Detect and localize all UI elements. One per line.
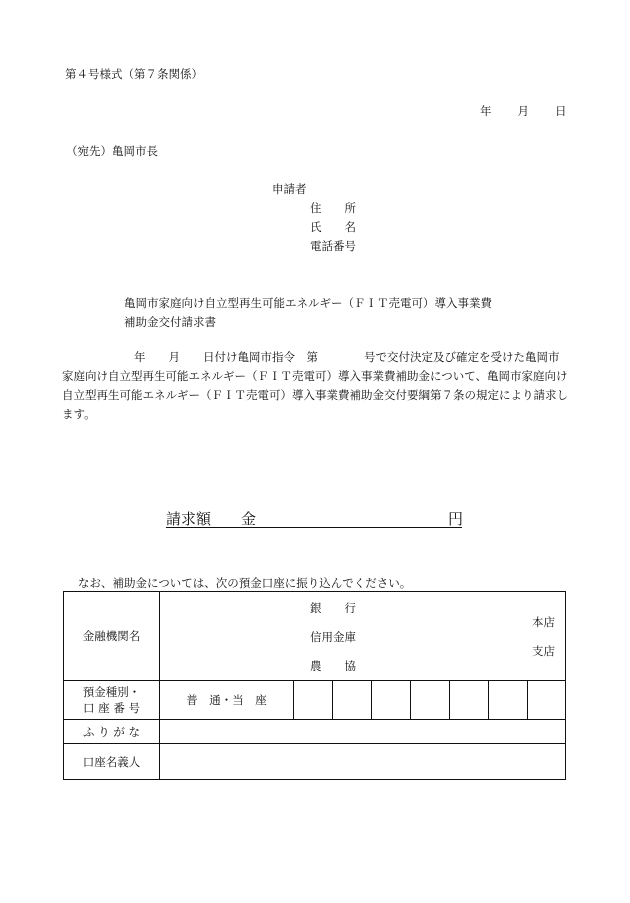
- shinkin-type: 信用金庫: [310, 630, 356, 644]
- amount-label: 請求額 金: [166, 510, 257, 528]
- account-type-label-line2: 口 座 番 号: [83, 701, 140, 715]
- date-year: 年: [480, 104, 492, 118]
- title-line-2: 補助金交付請求書: [124, 315, 216, 329]
- title-line-1: 亀岡市家庭向け自立型再生可能エネルギー（ＦＩＴ売電可）導入事業費: [124, 296, 492, 310]
- address-label: 住 所: [310, 201, 356, 215]
- institution-label: 金融機関名: [64, 592, 160, 681]
- date-line: [480, 103, 567, 119]
- amount-underline: [166, 527, 462, 528]
- account-digit-4[interactable]: [411, 681, 450, 720]
- applicant-heading: 申請者: [272, 182, 307, 196]
- body-paragraph: 年 月 日付け亀岡市指令 第 号で交付決定及び確定を受けた亀岡市家庭向け自立型再生可能エネルギー（ＦＩＴ売電可）導入事業費補助金について、亀岡市家庭向け自立型再生可能エネルギー（ＦＩＴ売電可）導入事業費補助金交付要綱第７条の規定により請求します。: [62, 350, 568, 421]
- account-digit-7[interactable]: [528, 681, 566, 720]
- name-label: 氏 名: [310, 220, 356, 234]
- applicant-block: [272, 180, 356, 256]
- amount-line: [166, 508, 256, 529]
- account-type-value[interactable]: 普 通・当 座: [160, 681, 294, 720]
- account-type-label-line1: 預金種別・: [82, 685, 141, 699]
- branch-office: 支店: [532, 644, 555, 658]
- form-number: 第４号様式（第７条関係）: [65, 67, 203, 81]
- bank-type: 銀 行: [310, 601, 356, 615]
- document-title: [124, 294, 492, 332]
- addressee: （宛先）亀岡市長: [66, 144, 158, 158]
- date-day: 日: [555, 104, 567, 118]
- institution-field[interactable]: [160, 592, 566, 681]
- account-holder-label: 口座名義人: [64, 744, 160, 780]
- head-office: 本店: [532, 615, 555, 629]
- account-digit-6[interactable]: [489, 681, 528, 720]
- date-month: 月: [517, 104, 529, 118]
- furigana-field[interactable]: [160, 720, 566, 744]
- account-digit-2[interactable]: [333, 681, 372, 720]
- account-digit-3[interactable]: [372, 681, 411, 720]
- account-type-label: [64, 681, 160, 720]
- bank-account-table: [63, 591, 566, 780]
- transfer-note: なお、補助金については、次の預金口座に振り込んでください。: [78, 576, 412, 590]
- account-digit-1[interactable]: [294, 681, 333, 720]
- amount-unit: 円: [448, 510, 464, 528]
- account-digit-5[interactable]: [450, 681, 489, 720]
- furigana-label: ふ り が な: [64, 720, 160, 744]
- phone-label: 電話番号: [310, 239, 356, 253]
- nokyo-type: 農 協: [310, 659, 356, 673]
- account-holder-field[interactable]: [160, 744, 566, 780]
